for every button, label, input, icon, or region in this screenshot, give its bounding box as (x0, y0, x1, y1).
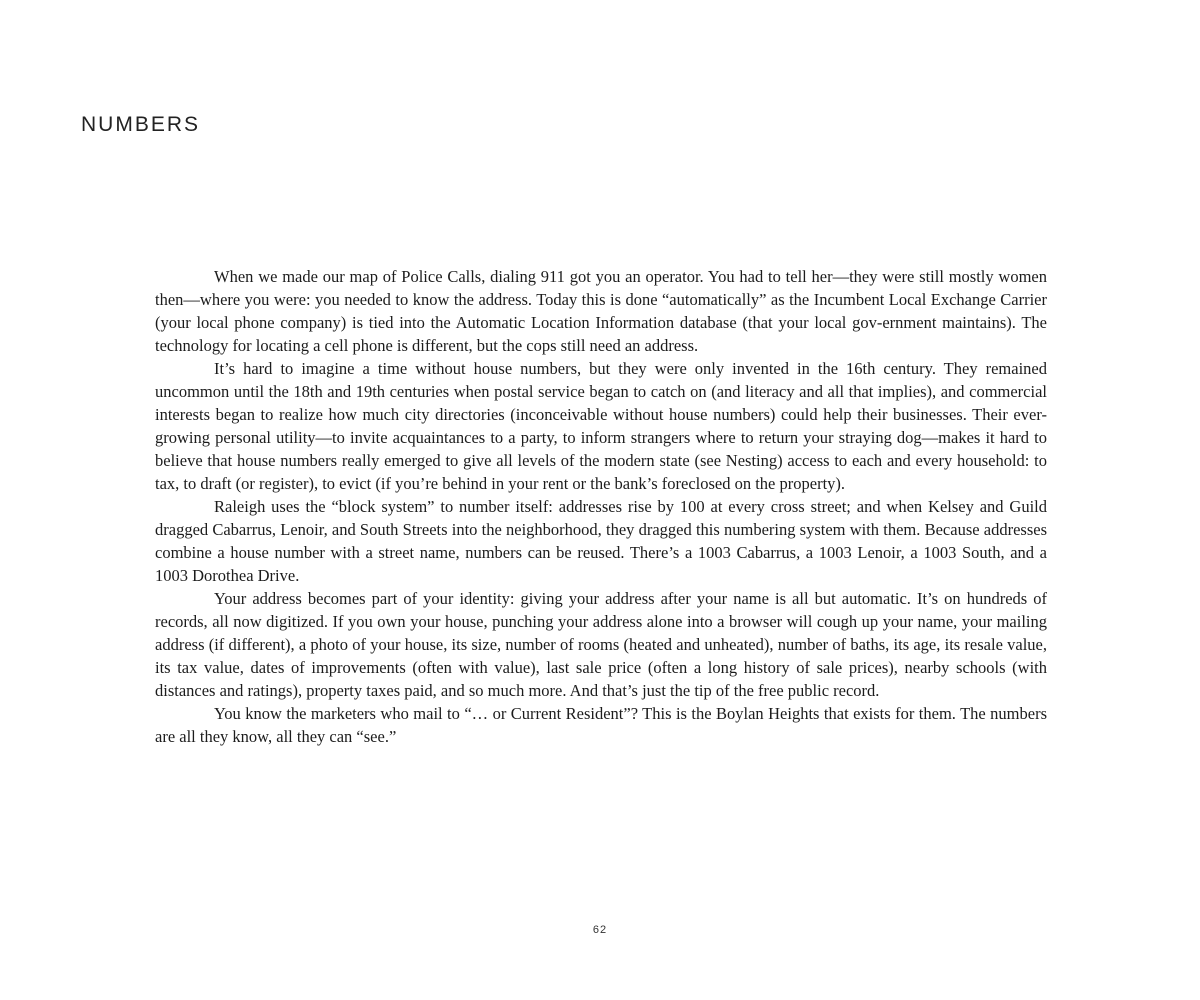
page-number: 62 (592, 924, 608, 936)
paragraph: Raleigh uses the “block system” to number itself: addresses rise by 100 at every cross street; and when Kelsey and Guild dragged Cabarrus, Lenoir, and South Streets into the neighborhood, they dragged this numbering system with them. Because addresses combine a house number with a street name, numbers can be reused. There’s a 1003 Cabarrus, a 1003 Lenoir, a 1003 South, and a 1003 Dorothea Drive. (155, 497, 1047, 585)
body-text (155, 265, 1047, 748)
paragraph: Your address becomes part of your identity: giving your address after your name is all but automatic. It’s on hundreds of records, all now digitized. If you own your house, punching your address alone into a browser will cough up your name, your mailing address (if different), a photo of your house, its size, number of rooms (heated and unheated), number of baths, its age, its resale value, its tax value, dates of improvements (often with value), last sale price (often a long history of sale prices), nearby schools (with distances and ratings), property taxes paid, and so much more. And that’s just the tip of the free public record. (155, 589, 1047, 700)
paragraph: You know the marketers who mail to “… or Current Resident”? This is the Boylan Heights that exists for them. The numbers are all they know, all they can “see.” (155, 704, 1047, 746)
paragraph: When we made our map of Police Calls, dialing 911 got you an operator. You had to tell her—they were still mostly women then—where you were: you needed to know the address. Today this is done “automatically” as the Incumbent Local Exchange Carrier (your local phone company) is tied into the Automatic Location Information database (that your local gov-ernment maintains). The technology for locating a cell phone is different, but the cops still need an address. (155, 267, 1047, 355)
paragraph: It’s hard to imagine a time without house numbers, but they were only invented in the 16th century. They remained uncommon until the 18th and 19th centuries when postal service began to catch on (and literacy and all that implies), and commercial interests began to realize how much city directories (inconceivable without house numbers) could help their businesses. Their ever-growing personal utility—to invite acquaintances to a party, to inform strangers where to return your straying dog—makes it hard to believe that house numbers really emerged to give all levels of the modern state (see Nesting) access to each and every household: to tax, to draft (or register), to evict (if you’re behind in your rent or the bank’s foreclosed on the property). (155, 359, 1047, 493)
section-title: NUMBERS (81, 113, 201, 136)
